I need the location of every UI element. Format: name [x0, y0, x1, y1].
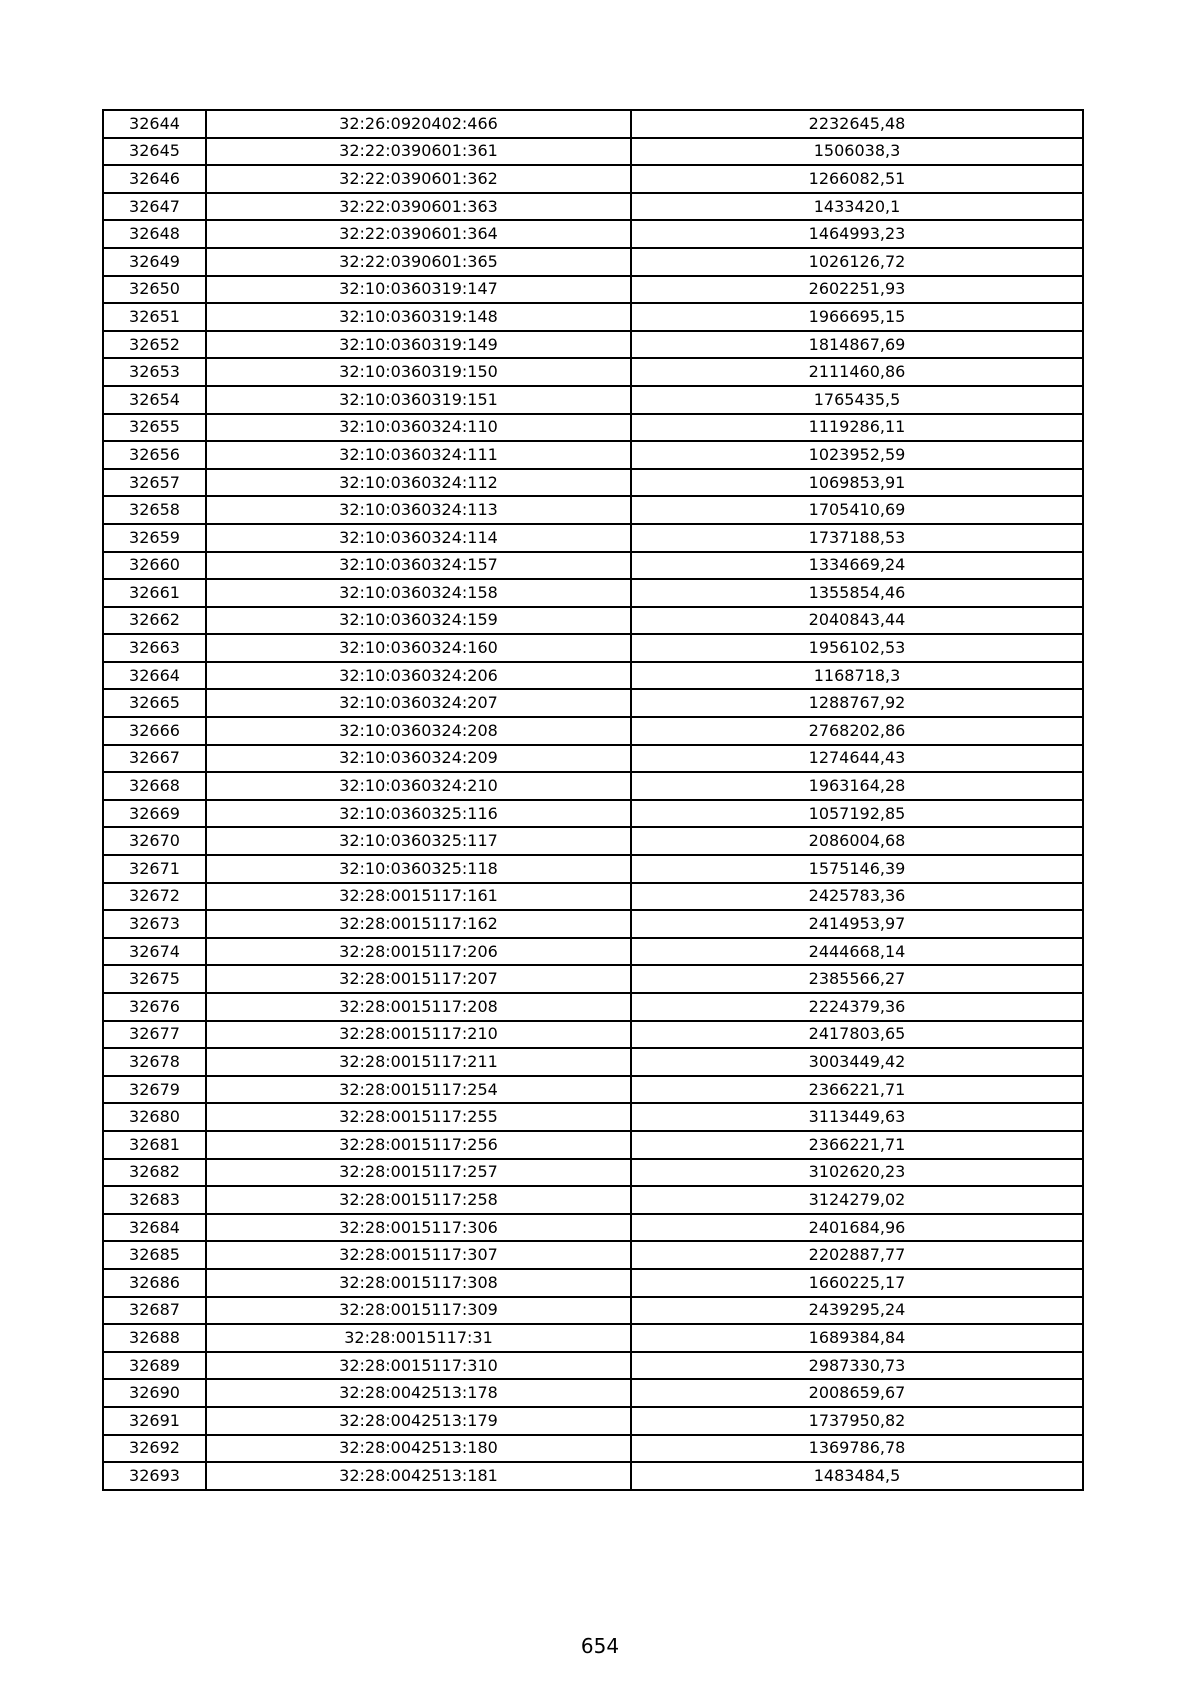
cadastral-number-cell: 32:28:0015117:254	[206, 1076, 631, 1104]
cadastral-number-cell: 32:28:0042513:181	[206, 1462, 631, 1490]
table-row	[103, 331, 1083, 359]
row-number-cell: 32657	[103, 469, 206, 497]
table-row	[103, 1186, 1083, 1214]
cadastral-number-cell: 32:28:0015117:255	[206, 1103, 631, 1131]
value-cell: 1023952,59	[631, 441, 1083, 469]
cadastral-number-cell: 32:10:0360325:116	[206, 800, 631, 828]
value-cell: 1737188,53	[631, 524, 1083, 552]
table-row	[103, 193, 1083, 221]
row-number-cell: 32648	[103, 220, 206, 248]
value-cell: 1369786,78	[631, 1435, 1083, 1463]
value-cell: 1483484,5	[631, 1462, 1083, 1490]
cadastral-number-cell: 32:28:0015117:310	[206, 1352, 631, 1380]
value-cell: 3124279,02	[631, 1186, 1083, 1214]
page-number: 654	[580, 1634, 620, 1658]
cadastral-number-cell: 32:10:0360319:148	[206, 303, 631, 331]
value-cell: 2040843,44	[631, 607, 1083, 635]
value-cell: 2086004,68	[631, 827, 1083, 855]
table-row	[103, 883, 1083, 911]
value-cell: 2987330,73	[631, 1352, 1083, 1380]
table-row	[103, 469, 1083, 497]
row-number-cell: 32683	[103, 1186, 206, 1214]
row-number-cell: 32654	[103, 386, 206, 414]
row-number-cell: 32681	[103, 1131, 206, 1159]
cadastral-number-cell: 32:28:0015117:257	[206, 1159, 631, 1187]
row-number-cell: 32667	[103, 745, 206, 773]
row-number-cell: 32686	[103, 1269, 206, 1297]
table-row	[103, 1435, 1083, 1463]
row-number-cell: 32650	[103, 276, 206, 304]
value-cell: 1464993,23	[631, 220, 1083, 248]
row-number-cell: 32679	[103, 1076, 206, 1104]
row-number-cell: 32680	[103, 1103, 206, 1131]
value-cell: 2366221,71	[631, 1131, 1083, 1159]
table-row	[103, 689, 1083, 717]
table-row	[103, 1379, 1083, 1407]
table-row	[103, 1076, 1083, 1104]
row-number-cell: 32688	[103, 1324, 206, 1352]
row-number-cell: 32646	[103, 165, 206, 193]
registry-table-container	[102, 109, 1084, 1491]
cadastral-number-cell: 32:28:0015117:207	[206, 965, 631, 993]
value-cell: 1433420,1	[631, 193, 1083, 221]
cadastral-number-cell: 32:28:0015117:308	[206, 1269, 631, 1297]
value-cell: 2444668,14	[631, 938, 1083, 966]
cadastral-number-cell: 32:10:0360319:151	[206, 386, 631, 414]
cadastral-number-cell: 32:28:0015117:211	[206, 1048, 631, 1076]
table-row	[103, 772, 1083, 800]
row-number-cell: 32666	[103, 717, 206, 745]
cadastral-number-cell: 32:10:0360324:159	[206, 607, 631, 635]
table-row	[103, 1103, 1083, 1131]
cadastral-number-cell: 32:22:0390601:364	[206, 220, 631, 248]
cadastral-number-cell: 32:10:0360324:114	[206, 524, 631, 552]
row-number-cell: 32653	[103, 358, 206, 386]
value-cell: 1814867,69	[631, 331, 1083, 359]
table-row	[103, 1214, 1083, 1242]
cadastral-number-cell: 32:10:0360324:210	[206, 772, 631, 800]
value-cell: 1288767,92	[631, 689, 1083, 717]
table-row	[103, 717, 1083, 745]
value-cell: 2414953,97	[631, 910, 1083, 938]
table-row	[103, 1048, 1083, 1076]
table-row	[103, 1324, 1083, 1352]
table-row	[103, 138, 1083, 166]
row-number-cell: 32662	[103, 607, 206, 635]
row-number-cell: 32685	[103, 1241, 206, 1269]
row-number-cell: 32656	[103, 441, 206, 469]
table-row	[103, 634, 1083, 662]
table-row	[103, 855, 1083, 883]
value-cell: 2202887,77	[631, 1241, 1083, 1269]
cadastral-number-cell: 32:28:0015117:31	[206, 1324, 631, 1352]
row-number-cell: 32661	[103, 579, 206, 607]
table-row	[103, 662, 1083, 690]
value-cell: 2111460,86	[631, 358, 1083, 386]
cadastral-number-cell: 32:28:0015117:256	[206, 1131, 631, 1159]
row-number-cell: 32644	[103, 110, 206, 138]
value-cell: 1119286,11	[631, 414, 1083, 442]
row-number-cell: 32647	[103, 193, 206, 221]
value-cell: 3113449,63	[631, 1103, 1083, 1131]
value-cell: 1506038,3	[631, 138, 1083, 166]
table-row	[103, 248, 1083, 276]
value-cell: 1660225,17	[631, 1269, 1083, 1297]
row-number-cell: 32649	[103, 248, 206, 276]
cadastral-number-cell: 32:28:0015117:208	[206, 993, 631, 1021]
cadastral-number-cell: 32:10:0360324:209	[206, 745, 631, 773]
table-row	[103, 800, 1083, 828]
cadastral-number-cell: 32:28:0015117:307	[206, 1241, 631, 1269]
cadastral-number-cell: 32:10:0360324:112	[206, 469, 631, 497]
value-cell: 1737950,82	[631, 1407, 1083, 1435]
value-cell: 3102620,23	[631, 1159, 1083, 1187]
row-number-cell: 32684	[103, 1214, 206, 1242]
value-cell: 2232645,48	[631, 110, 1083, 138]
table-row	[103, 993, 1083, 1021]
row-number-cell: 32645	[103, 138, 206, 166]
table-row	[103, 1269, 1083, 1297]
registry-table-body	[103, 110, 1083, 1490]
row-number-cell: 32658	[103, 496, 206, 524]
registry-table	[102, 109, 1084, 1491]
table-row	[103, 607, 1083, 635]
table-row	[103, 303, 1083, 331]
cadastral-number-cell: 32:28:0042513:179	[206, 1407, 631, 1435]
value-cell: 2602251,93	[631, 276, 1083, 304]
value-cell: 1069853,91	[631, 469, 1083, 497]
row-number-cell: 32677	[103, 1021, 206, 1049]
table-row	[103, 386, 1083, 414]
row-number-cell: 32675	[103, 965, 206, 993]
cadastral-number-cell: 32:10:0360319:150	[206, 358, 631, 386]
cadastral-number-cell: 32:28:0015117:161	[206, 883, 631, 911]
cadastral-number-cell: 32:28:0015117:258	[206, 1186, 631, 1214]
cadastral-number-cell: 32:22:0390601:365	[206, 248, 631, 276]
table-row	[103, 827, 1083, 855]
value-cell: 2439295,24	[631, 1297, 1083, 1325]
value-cell: 1689384,84	[631, 1324, 1083, 1352]
table-row	[103, 1462, 1083, 1490]
row-number-cell: 32669	[103, 800, 206, 828]
row-number-cell: 32693	[103, 1462, 206, 1490]
value-cell: 1956102,53	[631, 634, 1083, 662]
table-row	[103, 358, 1083, 386]
cadastral-number-cell: 32:10:0360324:157	[206, 552, 631, 580]
row-number-cell: 32671	[103, 855, 206, 883]
cadastral-number-cell: 32:10:0360324:158	[206, 579, 631, 607]
table-row	[103, 1131, 1083, 1159]
cadastral-number-cell: 32:10:0360324:160	[206, 634, 631, 662]
table-row	[103, 276, 1083, 304]
cadastral-number-cell: 32:10:0360319:147	[206, 276, 631, 304]
value-cell: 2417803,65	[631, 1021, 1083, 1049]
row-number-cell: 32692	[103, 1435, 206, 1463]
row-number-cell: 32659	[103, 524, 206, 552]
value-cell: 1575146,39	[631, 855, 1083, 883]
row-number-cell: 32655	[103, 414, 206, 442]
row-number-cell: 32682	[103, 1159, 206, 1187]
value-cell: 1266082,51	[631, 165, 1083, 193]
row-number-cell: 32676	[103, 993, 206, 1021]
row-number-cell: 32689	[103, 1352, 206, 1380]
row-number-cell: 32690	[103, 1379, 206, 1407]
table-row	[103, 110, 1083, 138]
table-row	[103, 220, 1083, 248]
cadastral-number-cell: 32:28:0015117:210	[206, 1021, 631, 1049]
value-cell: 2768202,86	[631, 717, 1083, 745]
table-row	[103, 965, 1083, 993]
cadastral-number-cell: 32:10:0360324:208	[206, 717, 631, 745]
cadastral-number-cell: 32:28:0042513:180	[206, 1435, 631, 1463]
value-cell: 1057192,85	[631, 800, 1083, 828]
cadastral-number-cell: 32:10:0360325:118	[206, 855, 631, 883]
value-cell: 1026126,72	[631, 248, 1083, 276]
table-row	[103, 524, 1083, 552]
value-cell: 2366221,71	[631, 1076, 1083, 1104]
table-row	[103, 496, 1083, 524]
table-row	[103, 1021, 1083, 1049]
table-row	[103, 165, 1083, 193]
row-number-cell: 32674	[103, 938, 206, 966]
table-row	[103, 745, 1083, 773]
value-cell: 2401684,96	[631, 1214, 1083, 1242]
cadastral-number-cell: 32:10:0360324:207	[206, 689, 631, 717]
cadastral-number-cell: 32:28:0015117:162	[206, 910, 631, 938]
cadastral-number-cell: 32:10:0360324:206	[206, 662, 631, 690]
row-number-cell: 32660	[103, 552, 206, 580]
table-row	[103, 579, 1083, 607]
cadastral-number-cell: 32:26:0920402:466	[206, 110, 631, 138]
cadastral-number-cell: 32:10:0360324:111	[206, 441, 631, 469]
table-row	[103, 1241, 1083, 1269]
row-number-cell: 32678	[103, 1048, 206, 1076]
cadastral-number-cell: 32:28:0042513:178	[206, 1379, 631, 1407]
row-number-cell: 32664	[103, 662, 206, 690]
row-number-cell: 32652	[103, 331, 206, 359]
row-number-cell: 32687	[103, 1297, 206, 1325]
row-number-cell: 32663	[103, 634, 206, 662]
cadastral-number-cell: 32:10:0360325:117	[206, 827, 631, 855]
value-cell: 2425783,36	[631, 883, 1083, 911]
value-cell: 1963164,28	[631, 772, 1083, 800]
table-row	[103, 441, 1083, 469]
cadastral-number-cell: 32:22:0390601:361	[206, 138, 631, 166]
row-number-cell: 32691	[103, 1407, 206, 1435]
value-cell: 2008659,67	[631, 1379, 1083, 1407]
value-cell: 1168718,3	[631, 662, 1083, 690]
row-number-cell: 32672	[103, 883, 206, 911]
table-row	[103, 910, 1083, 938]
table-row	[103, 414, 1083, 442]
cadastral-number-cell: 32:28:0015117:309	[206, 1297, 631, 1325]
table-row	[103, 1159, 1083, 1187]
cadastral-number-cell: 32:22:0390601:362	[206, 165, 631, 193]
cadastral-number-cell: 32:22:0390601:363	[206, 193, 631, 221]
table-row	[103, 1297, 1083, 1325]
value-cell: 2224379,36	[631, 993, 1083, 1021]
value-cell: 1334669,24	[631, 552, 1083, 580]
cadastral-number-cell: 32:10:0360319:149	[206, 331, 631, 359]
row-number-cell: 32651	[103, 303, 206, 331]
value-cell: 1765435,5	[631, 386, 1083, 414]
value-cell: 3003449,42	[631, 1048, 1083, 1076]
row-number-cell: 32673	[103, 910, 206, 938]
cadastral-number-cell: 32:10:0360324:113	[206, 496, 631, 524]
cadastral-number-cell: 32:28:0015117:206	[206, 938, 631, 966]
value-cell: 1705410,69	[631, 496, 1083, 524]
table-row	[103, 938, 1083, 966]
value-cell: 1355854,46	[631, 579, 1083, 607]
table-row	[103, 1407, 1083, 1435]
value-cell: 1966695,15	[631, 303, 1083, 331]
row-number-cell: 32668	[103, 772, 206, 800]
value-cell: 1274644,43	[631, 745, 1083, 773]
row-number-cell: 32670	[103, 827, 206, 855]
table-row	[103, 1352, 1083, 1380]
cadastral-number-cell: 32:28:0015117:306	[206, 1214, 631, 1242]
table-row	[103, 552, 1083, 580]
row-number-cell: 32665	[103, 689, 206, 717]
cadastral-number-cell: 32:10:0360324:110	[206, 414, 631, 442]
value-cell: 2385566,27	[631, 965, 1083, 993]
